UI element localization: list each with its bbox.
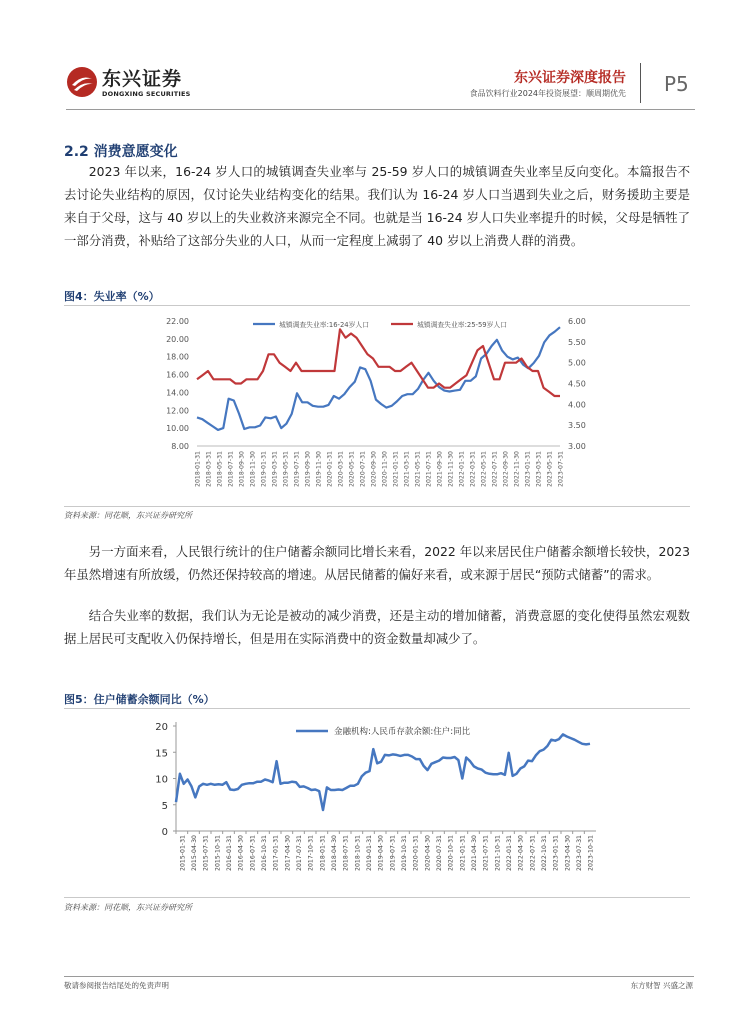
footer-slogan: 东方财智 兴盛之源	[630, 981, 693, 990]
x-axis-tick-label: 2021-04-30	[471, 835, 478, 871]
x-axis-tick-label: 2020-04-30	[424, 835, 432, 871]
x-axis-tick-label: 2023-04-30	[564, 835, 572, 871]
x-axis-tick-label: 2022-09-30	[502, 451, 510, 487]
x-axis-tick-label: 2022-10-31	[541, 835, 548, 871]
right-axis-tick-label: 4.00	[568, 400, 586, 410]
figure5-title: 图5：住户储蓄余额同比（%）	[64, 693, 215, 706]
left-axis-tick-label: 10.00	[166, 424, 189, 434]
x-axis-tick-label: 2017-07-31	[296, 835, 303, 871]
x-axis-tick-label: 2019-10-31	[401, 835, 408, 871]
legend-label-25-59: 城镇调查失业率:25-59岁人口	[417, 321, 508, 329]
x-axis-tick-label: 2023-10-31	[587, 835, 595, 871]
x-axis-tick-label: 2020-11-30	[381, 451, 389, 487]
left-axis-tick-label: 8.00	[171, 442, 189, 451]
x-axis-tick-label: 2023-03-31	[535, 451, 543, 487]
legend-label-savings: 金融机构:人民币存款余额:住户:同比	[334, 727, 471, 737]
x-axis-tick-label: 2023-01-31	[552, 835, 560, 871]
x-axis-tick-label: 2019-01-31	[260, 451, 268, 487]
x-axis-tick-label: 2022-03-31	[469, 451, 477, 487]
x-axis-tick-label: 2016-04-30	[237, 835, 245, 871]
x-axis-tick-label: 2021-09-30	[436, 451, 444, 487]
x-axis-tick-label: 2018-10-31	[354, 835, 362, 871]
x-axis-tick-label: 2015-04-30	[191, 835, 198, 871]
x-axis-tick-label: 2019-07-31	[389, 835, 397, 871]
x-axis-tick-label: 2020-05-31	[348, 451, 356, 487]
footer-rule	[64, 976, 694, 977]
right-axis-tick-label: 3.50	[568, 421, 586, 431]
series-line-savings-growth	[176, 734, 590, 810]
x-axis-tick-label: 2018-03-31	[205, 451, 213, 487]
right-axis-tick-label: 5.50	[568, 337, 586, 347]
x-axis-tick-label: 2018-11-30	[249, 451, 257, 487]
footer-disclaimer: 敬请参阅报告结尾处的免责声明	[64, 981, 169, 990]
x-axis-tick-label: 2016-01-31	[226, 835, 233, 871]
section-title: 2.2 消费意愿变化	[64, 144, 178, 160]
left-axis-tick-label: 14.00	[166, 388, 189, 398]
x-axis-tick-label: 2018-07-31	[227, 451, 235, 487]
paragraph-savings	[64, 540, 690, 586]
x-axis-tick-label: 2019-04-30	[377, 835, 385, 871]
x-axis-tick-label: 2019-03-31	[271, 451, 279, 487]
x-axis-tick-label: 2022-01-31	[458, 451, 466, 487]
x-axis-tick-label: 2020-07-31	[359, 451, 367, 487]
series-line-25-59	[197, 329, 560, 396]
x-axis-tick-label: 2020-03-31	[337, 451, 345, 487]
dongxing-logo-icon	[66, 66, 98, 98]
x-axis-tick-label: 2023-07-31	[557, 451, 565, 487]
figure4-source: 资料来源：同花顺，东兴证券研究所	[64, 511, 192, 520]
figure5-bottom-rule	[64, 897, 690, 898]
paragraph-conclusion	[64, 604, 690, 650]
figure4-top-rule	[64, 305, 690, 306]
x-axis-tick-label: 2019-09-30	[304, 451, 312, 487]
x-axis-tick-label: 2019-05-31	[282, 451, 290, 487]
paragraph-text: 结合失业率的数据，我们认为无论是被动的减少消费，还是主动的增加储蓄，消费意愿的变化使得虽然宏观数据上居民可支配收入仍保持增长，但是用在实际消费中的资金数量却减少了。	[64, 608, 690, 646]
x-axis-tick-label: 2018-01-31	[194, 451, 202, 487]
x-axis-tick-label: 2021-07-31	[425, 451, 433, 487]
x-axis-tick-label: 2019-11-30	[315, 451, 323, 487]
y-axis-tick-label: 0	[161, 827, 168, 838]
right-axis-tick-label: 5.00	[568, 358, 586, 368]
x-axis-tick-label: 2022-04-30	[517, 835, 525, 871]
left-axis-tick-label: 22.00	[166, 317, 189, 326]
y-axis-tick-label: 5	[161, 800, 168, 812]
x-axis-tick-label: 2015-07-31	[202, 835, 210, 871]
page-number: P5	[664, 72, 689, 96]
x-axis-tick-label: 2019-01-31	[366, 835, 373, 871]
x-axis-tick-label: 2020-01-31	[326, 451, 334, 487]
figure4-title: 图4：失业率（%）	[64, 290, 160, 303]
x-axis-tick-label: 2018-09-30	[238, 451, 246, 487]
x-axis-tick-label: 2021-11-30	[447, 451, 455, 487]
y-axis-tick-label: 10	[155, 774, 168, 786]
x-axis-tick-label: 2017-10-31	[307, 835, 315, 871]
report-title: 东兴证券深度报告	[514, 70, 626, 86]
figure4-bottom-rule	[64, 506, 690, 507]
logo-english-name: DONGXING SECURITIES	[102, 90, 191, 98]
header-rule	[66, 109, 695, 110]
x-axis-tick-label: 2018-04-30	[331, 835, 338, 871]
left-axis-tick-label: 12.00	[166, 406, 189, 416]
figure5-top-rule	[64, 708, 690, 709]
legend-label-16-24: 城镇调查失业率:16-24岁人口	[279, 321, 370, 329]
x-axis-tick-label: 2017-04-30	[284, 835, 292, 871]
x-axis-tick-label: 2022-01-31	[506, 835, 513, 871]
x-axis-tick-label: 2015-01-31	[179, 835, 187, 871]
x-axis-tick-label: 2018-01-31	[319, 835, 327, 871]
x-axis-tick-label: 2021-01-31	[459, 835, 467, 871]
paragraph-unemployment	[64, 160, 690, 252]
x-axis-tick-label: 2020-07-31	[436, 835, 443, 871]
x-axis-tick-label: 2021-10-31	[494, 835, 502, 871]
x-axis-tick-label: 2022-05-31	[480, 451, 488, 487]
x-axis-tick-label: 2022-11-30	[513, 451, 521, 487]
figure5-source: 资料来源：同花顺，东兴证券研究所	[64, 903, 192, 912]
x-axis-tick-label: 2020-09-30	[370, 451, 378, 487]
x-axis-tick-label: 2022-07-31	[491, 451, 499, 487]
left-axis-tick-label: 18.00	[166, 352, 189, 362]
x-axis-tick-label: 2022-07-31	[529, 835, 537, 871]
paragraph-text: 另一方面来看，人民银行统计的住户储蓄余额同比增长来看，2022 年以来居民住户储蓄余额增长较快，2023 年虽然增速有所放缓，仍然还保持较高的增速。从居民储蓄的偏好来看，或来源于居民“预防式储蓄”的需求。	[64, 544, 690, 582]
report-subtitle: 食品饮料行业2024年投资展望：顺周期优先	[469, 89, 626, 98]
x-axis-tick-label: 2017-01-31	[272, 835, 280, 871]
x-axis-tick-label: 2016-10-31	[261, 835, 268, 871]
x-axis-tick-label: 2016-07-31	[249, 835, 257, 871]
x-axis-tick-label: 2023-05-31	[546, 451, 554, 487]
x-axis-tick-label: 2018-07-31	[342, 835, 350, 871]
x-axis-tick-label: 2020-01-31	[412, 835, 420, 871]
right-axis-tick-label: 3.00	[568, 442, 586, 451]
unemployment-chart	[64, 308, 690, 506]
savings-growth-chart	[64, 712, 690, 896]
left-axis-tick-label: 16.00	[166, 370, 189, 380]
header-divider	[640, 63, 641, 103]
left-axis-tick-label: 20.00	[166, 334, 189, 344]
x-axis-tick-label: 2019-07-31	[293, 451, 301, 487]
x-axis-tick-label: 2023-07-31	[576, 835, 583, 871]
logo-chinese-name: 东兴证券	[102, 68, 183, 90]
y-axis-tick-label: 20	[155, 722, 168, 733]
x-axis-tick-label: 2021-05-31	[414, 451, 422, 487]
x-axis-tick-label: 2015-10-31	[214, 835, 222, 871]
x-axis-tick-label: 2018-05-31	[216, 451, 224, 487]
x-axis-tick-label: 2020-10-31	[447, 835, 455, 871]
paragraph-text: 2023 年以来，16-24 岁人口的城镇调查失业率与 25-59 岁人口的城镇调查失业率呈反向变化。本篇报告不去讨论失业结构的原因，仅讨论失业结构变化的结果。我们认为 16-24 岁人口当遇到失业之后，财务援助主要是来自于父母，这与 40 岁以上的失业救济来源完全不同。也就是当 16-24 岁人口失业率提升的时候，父母是牺牲了一部分消费，补贴给了这部分失业的人口，从而一定程度上减弱了 40 岁以上消费人群的消费。	[64, 164, 690, 248]
right-axis-tick-label: 4.50	[568, 379, 586, 389]
right-axis-tick-label: 6.00	[568, 317, 586, 326]
x-axis-tick-label: 2021-01-31	[392, 451, 400, 487]
x-axis-tick-label: 2021-07-31	[482, 835, 490, 871]
x-axis-tick-label: 2023-01-31	[524, 451, 532, 487]
y-axis-tick-label: 15	[155, 748, 168, 760]
x-axis-tick-label: 2021-03-31	[403, 451, 411, 487]
